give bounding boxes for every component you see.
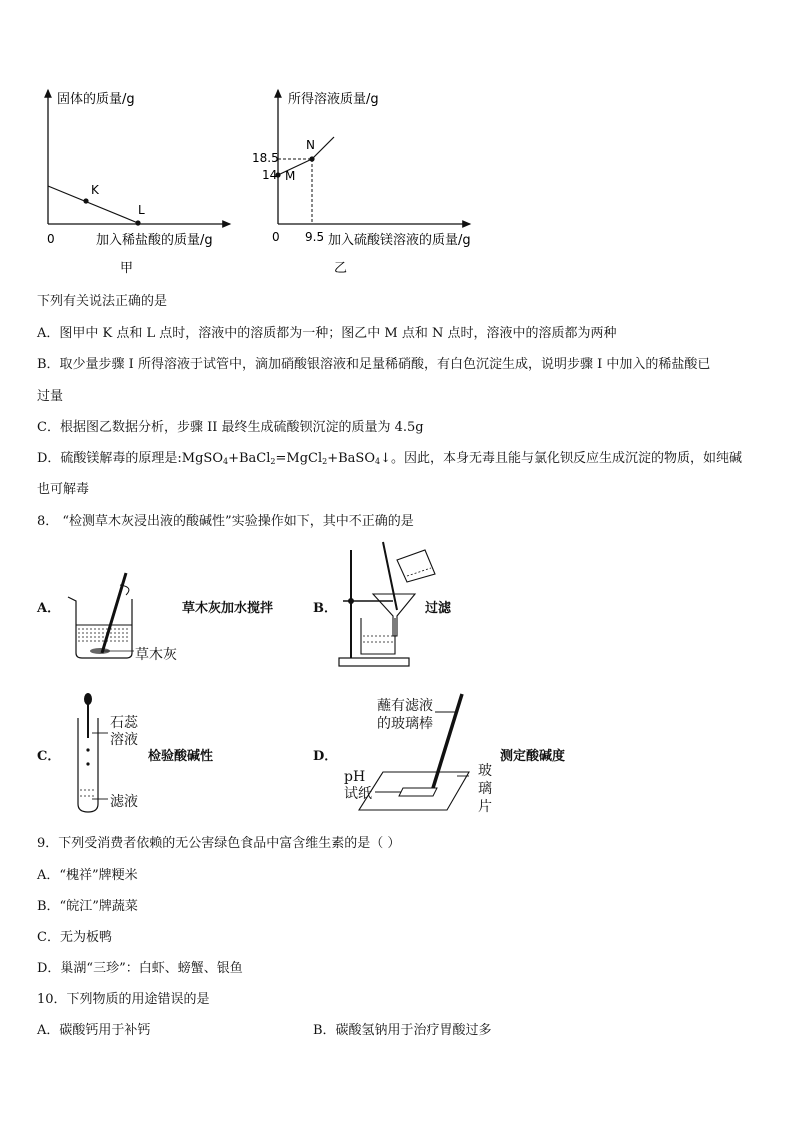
q8-option-b-caption: 过滤 [425, 601, 452, 616]
q9-option-c: C．无为板鸭 [37, 930, 112, 945]
y-axis-label: 固体的质量/g [57, 92, 135, 107]
q8-option-c-caption: 检验酸碱性 [148, 749, 214, 764]
origin-label: 0 [47, 232, 55, 246]
origin-label: 0 [272, 230, 280, 244]
q8-c-label-filtrate: 滤液 [110, 794, 138, 810]
q7-option-d: D．硫酸镁解毒的原理是:MgSO$_4$+BaCl$_2$=MgCl$_2$+BaSO$_4$↓。因此，本身无毒且能与氯化钡反应生成沉淀的物质，如纯碱 [37, 451, 742, 466]
q8-d-label-rod: 蘸有滤液 的玻璃棒 [377, 698, 433, 732]
q9-stem: 9．下列受消费者依赖的无公害绿色食品中富含维生素的是（ ） [37, 836, 401, 851]
q8-option-c-letter: C． [37, 749, 61, 764]
x-tick-95: 9.5 [305, 230, 325, 244]
q7-option-c: C．根据图乙数据分析，步骤 II 最终生成硫酸钡沉淀的质量为 4.5g [37, 420, 424, 435]
q8-a-label-caohuihui: 草木灰 [135, 647, 177, 663]
q8-option-d-letter: D． [313, 749, 338, 764]
x-axis-label: 加入硫酸镁溶液的质量/g [328, 233, 471, 248]
q8-option-b-letter: B． [313, 601, 337, 616]
point-k [83, 198, 88, 203]
q8-stem: 8． “检测草木灰浸出液的酸碱性”实验操作如下，其中不正确的是 [37, 514, 414, 529]
point-n-label: N [306, 138, 315, 152]
point-l-label: L [138, 203, 145, 217]
q10-option-a: A．碳酸钙用于补钙 [37, 1023, 151, 1038]
y-axis-label: 所得溶液质量/g [288, 92, 379, 107]
q8-option-a-letter: A． [37, 601, 61, 616]
point-m-label: M [285, 169, 296, 183]
y-tick-185: 18.5 [252, 151, 279, 165]
q8-option-a-caption: 草木灰加水搅拌 [182, 601, 274, 616]
q9-option-d: D．巢湖“三珍”：白虾、螃蟹、银鱼 [37, 961, 243, 976]
point-l [135, 220, 140, 225]
q8-option-d-caption: 测定酸碱度 [500, 749, 566, 764]
q7-stem: 下列有关说法正确的是 [37, 294, 168, 309]
data-line-after-n [312, 137, 334, 159]
q8-d-label-ph-paper: pH 试纸 [344, 769, 372, 802]
graph-jia [30, 82, 240, 282]
q9-option-a: A．“槐祥”牌粳米 [37, 868, 138, 883]
q7-option-b: B．取少量步骤 I 所得溶液于试管中，滴加硝酸银溶液和足量稀硝酸，有白色沉淀生成，说明步骤 I 中加入的稀盐酸已 [37, 357, 711, 372]
point-k-label: K [91, 183, 99, 197]
point-n [309, 156, 314, 161]
graph-yi [250, 82, 500, 282]
q8-c-label-litmus: 石蕊 溶液 [110, 715, 138, 748]
q7-option-d-cont: 也可解毒 [37, 482, 90, 497]
q7-option-a: A．图甲中 K 点和 L 点时，溶液中的溶质都为一种；图乙中 M 点和 N 点时，溶液中的溶质都为两种 [37, 326, 617, 341]
q10-option-b: B．碳酸氢钠用于治疗胃酸过多 [313, 1023, 492, 1038]
q8-d-label-glass: 玻 璃 片 [478, 763, 492, 815]
y-tick-14: 14 [262, 168, 278, 182]
q8-c-leader-lines [88, 723, 112, 813]
x-axis-label: 加入稀盐酸的质量/g [96, 233, 213, 248]
caption-jia: 甲 [120, 261, 134, 276]
caption-yi: 乙 [334, 261, 348, 276]
q9-option-b: B．“皖江”牌蔬菜 [37, 899, 138, 914]
q10-stem: 10．下列物质的用途错误的是 [37, 992, 210, 1007]
q7-option-b-cont: 过量 [37, 389, 64, 404]
